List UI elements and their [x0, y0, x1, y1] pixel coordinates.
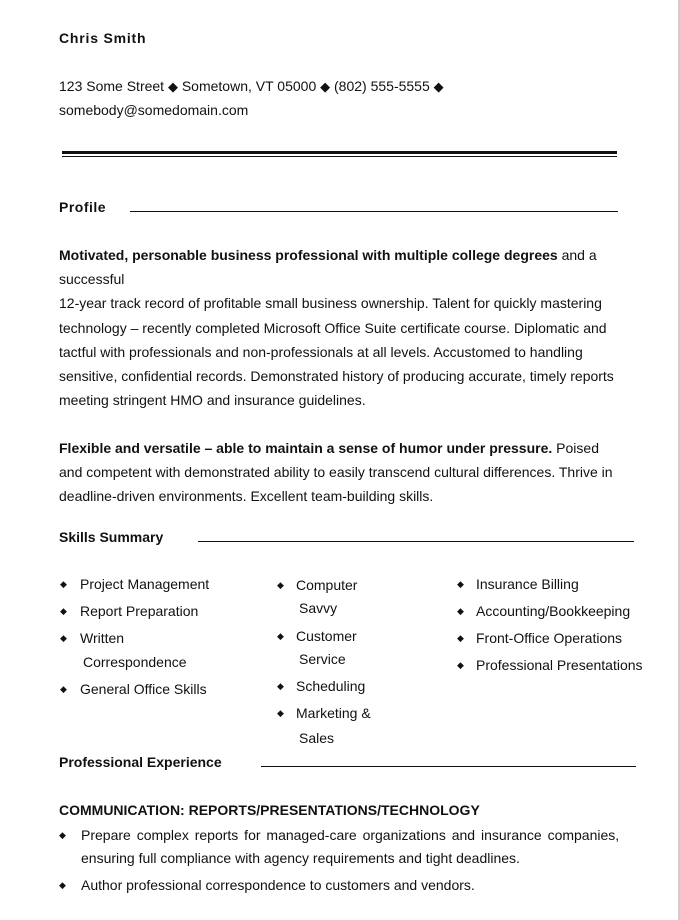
skill-item-cont: Savvy — [299, 600, 338, 616]
experience-item: Prepare complex reports for managed-care organizations and insurance companies, — [81, 827, 620, 843]
experience-rule — [261, 766, 636, 767]
bullet-icon: ◆ — [60, 606, 67, 616]
skill-item: Written — [80, 630, 125, 646]
contact-line — [59, 78, 444, 95]
experience-item-cont: ensuring full compliance with agency requirements and tight deadlines. — [81, 850, 520, 866]
skill-item: Front-Office Operations — [476, 630, 623, 646]
profile-text: successful — [59, 271, 125, 287]
profile-rule — [130, 211, 618, 212]
skill-item: Scheduling — [296, 678, 366, 694]
bullet-icon: ◆ — [60, 579, 67, 589]
profile-highlight-1: Motivated, personable business professional with multiple college degrees — [59, 247, 558, 263]
skills-rule — [198, 541, 634, 542]
skill-item: Insurance Billing — [476, 576, 579, 592]
skill-item: Computer — [296, 577, 358, 593]
bullet-icon: ◆ — [457, 579, 464, 589]
skill-item-cont: Sales — [299, 730, 335, 746]
profile-text: sensitive, confidential records. Demonstrated history of producing accurate, timely reports — [59, 368, 614, 384]
address: 123 Some Street — [59, 78, 165, 94]
skill-item: General Office Skills — [80, 681, 207, 697]
bullet-icon: ◆ — [457, 606, 464, 616]
skill-item: Customer — [296, 628, 357, 644]
phone: (802) 555-5555 — [334, 78, 430, 94]
profile-highlight-2: Flexible and versatile – able to maintain a sense of humor under pressure. — [59, 440, 553, 456]
bullet-icon: ◆ — [59, 830, 66, 840]
diamond-separator-icon: ◆ — [167, 79, 178, 94]
profile-paragraph-1-line — [59, 247, 597, 263]
experience-heading: Professional Experience — [59, 754, 222, 770]
header-divider — [62, 151, 617, 154]
bullet-icon: ◆ — [60, 684, 67, 694]
profile-text: deadline-driven environments. Excellent team-building skills. — [59, 488, 434, 504]
experience-subheading: COMMUNICATION: REPORTS/PRESENTATIONS/TECHNOLOGY — [59, 802, 480, 818]
profile-text: meeting stringent HMO and insurance guidelines. — [59, 392, 366, 408]
bullet-icon: ◆ — [59, 880, 66, 890]
bullet-icon: ◆ — [457, 660, 464, 670]
profile-text: technology – recently completed Microsoft Office Suite certificate course. Diplomatic and — [59, 320, 607, 336]
skill-item-cont: Correspondence — [83, 654, 187, 670]
profile-paragraph-2-line — [59, 440, 599, 456]
profile-text: tactful with professionals and non-professionals at all levels. Accustomed to handling — [59, 344, 583, 360]
email: somebody@somedomain.com — [59, 102, 249, 118]
profile-text: 12-year track record of profitable small business ownership. Talent for quickly mastering — [59, 295, 602, 311]
experience-item: Author professional correspondence to customers and vendors. — [81, 877, 475, 893]
candidate-name: Chris Smith — [59, 30, 147, 46]
bullet-icon: ◆ — [277, 580, 284, 590]
skill-item: Report Preparation — [80, 603, 199, 619]
diamond-separator-icon: ◆ — [433, 79, 444, 94]
profile-heading: Profile — [59, 199, 107, 215]
skill-item: Marketing & — [296, 705, 371, 721]
city: Sometown, VT 05000 — [181, 78, 317, 94]
bullet-icon: ◆ — [277, 708, 284, 718]
skill-item: Project Management — [80, 576, 210, 592]
skill-item: Professional Presentations — [476, 657, 643, 673]
bullet-icon: ◆ — [277, 631, 284, 641]
bullet-icon: ◆ — [457, 633, 464, 643]
bullet-icon: ◆ — [277, 681, 284, 691]
bullet-icon: ◆ — [60, 633, 67, 643]
header-divider-thin — [62, 156, 617, 157]
diamond-separator-icon: ◆ — [320, 79, 331, 94]
profile-text: and competent with demonstrated ability to easily transcend cultural differences. Thrive in — [59, 464, 613, 480]
profile-text: Poised — [552, 440, 599, 456]
skill-item: Accounting/Bookkeeping — [476, 603, 631, 619]
profile-text: and a — [557, 247, 597, 263]
skill-item-cont: Service — [299, 651, 346, 667]
skills-heading: Skills Summary — [59, 529, 164, 545]
